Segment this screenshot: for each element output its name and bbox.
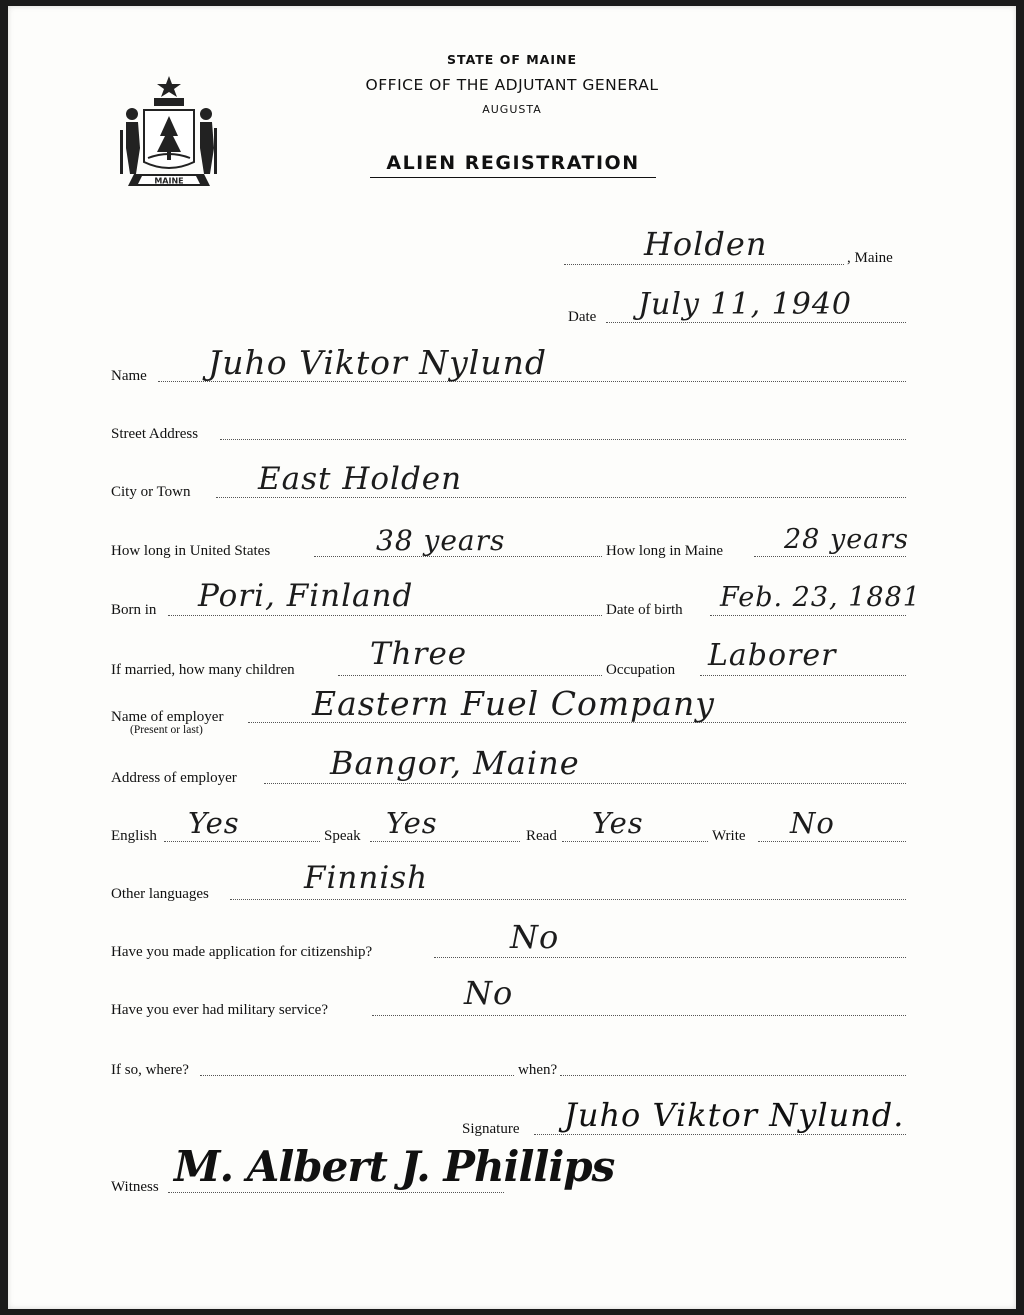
read-value: Yes <box>592 806 644 840</box>
speak-line <box>370 841 520 842</box>
write-label: Write <box>712 828 746 844</box>
signature-line <box>534 1134 906 1135</box>
other-languages-label: Other languages <box>111 886 209 902</box>
occupation-value: Laborer <box>708 638 837 673</box>
occupation-line <box>700 675 906 676</box>
citizenship-value: No <box>510 918 560 956</box>
read-label: Read <box>526 828 557 844</box>
town-line <box>564 264 844 265</box>
header-office: OFFICE OF THE ADJUTANT GENERAL <box>365 76 659 94</box>
other-languages-value: Finnish <box>304 860 429 896</box>
date-of-birth-line <box>710 615 906 616</box>
when-label: when? <box>518 1062 558 1078</box>
witness-line <box>168 1192 504 1193</box>
employer-label: Name of employer <box>111 709 224 725</box>
born-in-label: Born in <box>111 602 157 618</box>
city-label: City or Town <box>111 484 191 500</box>
citizenship-line <box>434 957 906 958</box>
born-in-line <box>168 615 602 616</box>
maine-suffix: , Maine <box>847 250 893 266</box>
witness-label: Witness <box>111 1179 159 1195</box>
when-line <box>560 1075 906 1076</box>
employer-address-label: Address of employer <box>111 770 237 786</box>
witness-signature: M. Albert J. Phillips <box>174 1142 615 1191</box>
children-label: If married, how many children <box>111 662 295 678</box>
how-long-maine-value: 28 years <box>784 524 910 555</box>
employer-address-value: Bangor, Maine <box>330 744 580 782</box>
street-line <box>220 439 906 440</box>
citizenship-label: Have you made application for citizenship? <box>111 944 373 960</box>
town-value: Holden <box>644 225 768 263</box>
military-value: No <box>464 974 514 1012</box>
registration-form <box>8 6 1016 1309</box>
how-long-maine-line <box>754 556 906 557</box>
date-label: Date <box>568 309 597 325</box>
street-label: Street Address <box>111 426 199 442</box>
signature-label: Signature <box>462 1121 520 1137</box>
date-value: July 11, 1940 <box>638 287 853 322</box>
read-line <box>562 841 708 842</box>
write-value: No <box>790 806 835 840</box>
english-line <box>164 841 320 842</box>
military-line <box>372 1015 906 1016</box>
date-of-birth-value: Feb. 23, 1881 <box>720 582 921 613</box>
english-value: Yes <box>188 806 240 840</box>
english-label: English <box>111 828 157 844</box>
occupation-label: Occupation <box>606 662 676 678</box>
employer-value: Eastern Fuel Company <box>312 684 715 723</box>
name-value: Juho Viktor Nylund <box>208 343 547 382</box>
other-languages-line <box>230 899 906 900</box>
how-long-us-label: How long in United States <box>111 543 271 559</box>
name-label: Name <box>111 368 147 384</box>
header-state: STATE OF MAINE <box>447 52 577 67</box>
speak-label: Speak <box>324 828 361 844</box>
signature-value: Juho Viktor Nylund. <box>564 1096 905 1134</box>
military-label: Have you ever had military service? <box>111 1002 328 1018</box>
speak-value: Yes <box>386 806 438 840</box>
date-of-birth-label: Date of birth <box>606 602 683 618</box>
where-label: If so, where? <box>111 1062 189 1078</box>
write-line <box>758 841 906 842</box>
city-value: East Holden <box>258 461 463 497</box>
how-long-us-value: 38 years <box>376 524 506 557</box>
city-line <box>216 497 906 498</box>
seal-label: MAINE <box>154 176 184 186</box>
employer-sub-label: (Present or last) <box>130 724 203 736</box>
header-city: AUGUSTA <box>482 103 542 116</box>
form-title: ALIEN REGISTRATION <box>370 152 656 178</box>
employer-address-line <box>264 783 906 784</box>
where-line <box>200 1075 514 1076</box>
children-line <box>338 675 602 676</box>
how-long-maine-label: How long in Maine <box>606 543 724 559</box>
date-line <box>606 322 906 323</box>
born-in-value: Pori, Finland <box>198 578 414 614</box>
children-value: Three <box>370 636 468 672</box>
